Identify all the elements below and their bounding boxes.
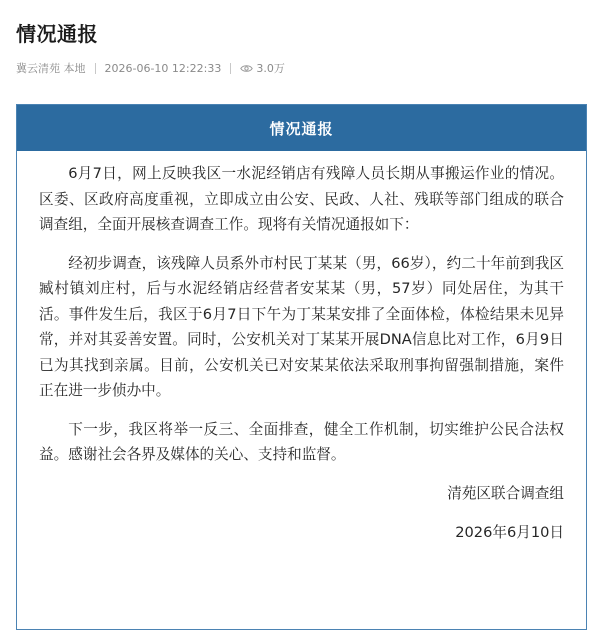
notice-header: 情况通报 xyxy=(17,105,586,151)
view-count xyxy=(240,60,285,76)
notice-paragraph: 6月7日，网上反映我区一水泥经销店有残障人员长期从事搬运作业的情况。区委、区政府高度重视，立即成立由公安、民政、人社、残联等部门组成的联合调查组，全面开展核查调查工作。现将有关情况通报如下： xyxy=(39,165,564,233)
source-label[interactable]: 冀云清苑 本地 xyxy=(16,62,86,75)
notice-paragraph: 经初步调查，该残障人员系外市村民丁某某（男，66岁），约二十年前到我区臧村镇刘庄村，后与水泥经销店经营者安某某（男，57岁）同处居住，为其干活。事件发生后，我区于6月7日下午为丁某某安排了全面体检，体检结果未见异常，并对其妥善安置。同时，公安机关对丁某某开展DNA信息比对工作，6月9日已为其找到亲属。目前，公安机关已对安某某依法采取刑事拘留强制措施，案件正在进一步侦办中。 xyxy=(39,254,564,399)
meta-divider xyxy=(95,63,96,74)
notice-paragraph: 下一步，我区将举一反三、全面排查，健全工作机制，切实维护公民合法权益。感谢社会各界及媒体的关心、支持和监督。 xyxy=(39,420,564,463)
page-title: 情况通报 xyxy=(16,22,98,46)
view-count-value: 3.0万 xyxy=(256,62,285,75)
notice-date: 2026年6月10日 xyxy=(455,524,564,541)
notice-signature: 清苑区联合调查组 xyxy=(447,484,564,502)
article-meta xyxy=(16,59,285,77)
notice-body xyxy=(17,151,586,546)
notice-signature-block xyxy=(39,481,564,546)
meta-divider xyxy=(230,63,231,74)
notice-card xyxy=(16,104,587,630)
eye-icon xyxy=(240,64,253,73)
publish-datetime: 2026-06-10 12:22:33 xyxy=(104,61,222,75)
